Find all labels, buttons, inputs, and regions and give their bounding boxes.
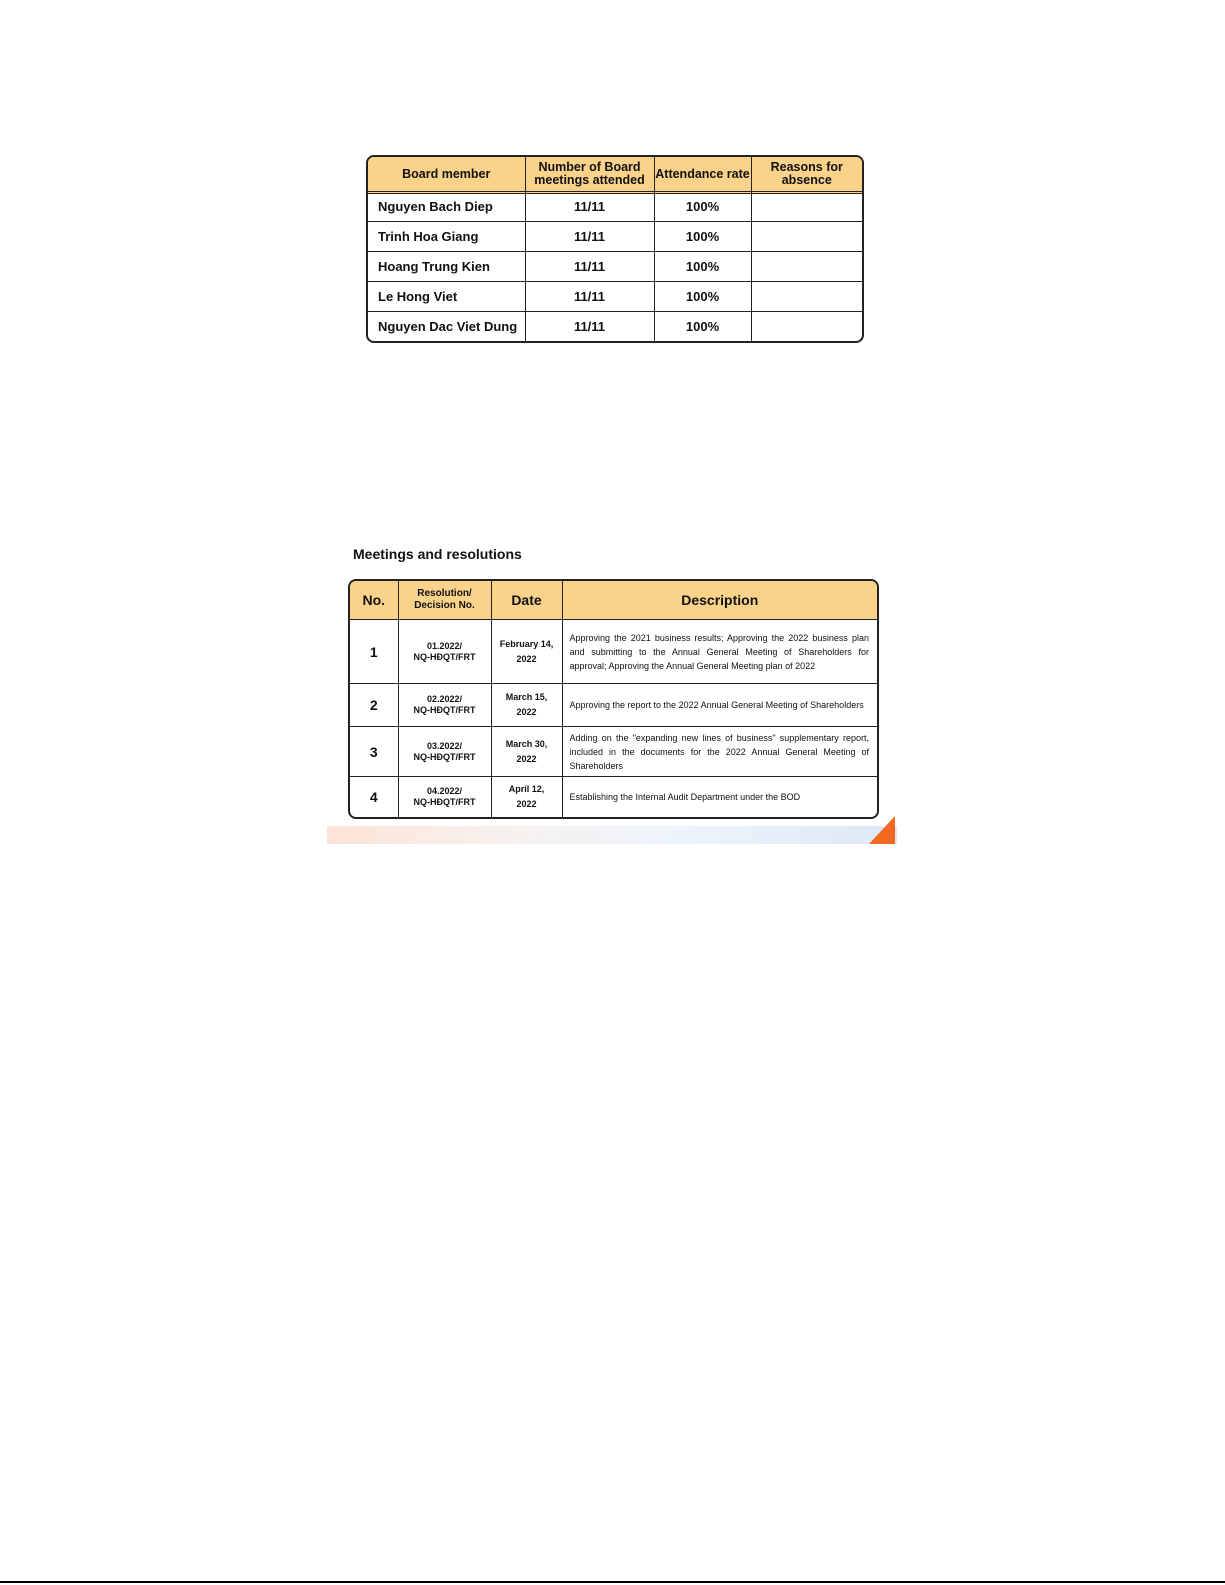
table-row xyxy=(368,312,862,341)
meetings-attended: 11/11 xyxy=(525,282,654,312)
resolution-description: Approving the 2021 business results; Approving the 2022 business plan and submitting to the Annual General Meeting of Shareholders for approval; Approving the Annual General Meeting plan of 2022 xyxy=(562,620,877,684)
attendance-rate: 100% xyxy=(654,222,751,252)
header-meetings-attended: Number of Board meetings attended xyxy=(525,157,654,192)
absence-reason xyxy=(751,222,862,252)
resolution-date: March 15, 2022 xyxy=(491,684,562,727)
meetings-attended: 11/11 xyxy=(525,312,654,341)
table-row xyxy=(350,620,877,684)
meetings-attended: 11/11 xyxy=(525,252,654,282)
resolution-description: Approving the report to the 2022 Annual General Meeting of Shareholders xyxy=(562,684,877,727)
resolution-code: 03.2022/ NQ-HĐQT/FRT xyxy=(398,727,491,777)
table-row xyxy=(368,282,862,312)
resolution-number: 2 xyxy=(350,684,398,727)
resolutions-table-frame xyxy=(348,579,879,819)
meetings-attended: 11/11 xyxy=(525,192,654,222)
resolution-code: 04.2022/ NQ-HĐQT/FRT xyxy=(398,777,491,818)
resolutions-table xyxy=(350,581,877,818)
header-attendance-rate: Attendance rate xyxy=(654,157,751,192)
header-date: Date xyxy=(491,581,562,620)
resolution-date: February 14, 2022 xyxy=(491,620,562,684)
resolutions-table-container xyxy=(348,579,879,819)
table-row xyxy=(350,777,877,818)
resolutions-header-row xyxy=(350,581,877,620)
resolution-date: April 12, 2022 xyxy=(491,777,562,818)
attendance-rate: 100% xyxy=(654,192,751,222)
decorative-footer-strip xyxy=(327,816,897,844)
board-member-name: Le Hong Viet xyxy=(368,282,525,312)
board-member-name: Nguyen Bach Diep xyxy=(368,192,525,222)
attendance-table xyxy=(368,157,862,341)
page-bottom-rule xyxy=(0,1581,1225,1583)
header-resolution: Resolution/ Decision No. xyxy=(398,581,491,620)
absence-reason xyxy=(751,192,862,222)
resolution-number: 3 xyxy=(350,727,398,777)
table-row xyxy=(368,222,862,252)
absence-reason xyxy=(751,252,862,282)
table-row xyxy=(350,684,877,727)
board-member-name: Nguyen Dac Viet Dung xyxy=(368,312,525,341)
resolution-number: 4 xyxy=(350,777,398,818)
resolution-description: Adding on the "expanding new lines of business" supplementary report, included in the documents for the 2022 Annual General Meeting of Shareholders xyxy=(562,727,877,777)
resolution-date: March 30, 2022 xyxy=(491,727,562,777)
resolution-description: Establishing the Internal Audit Department under the BOD xyxy=(562,777,877,818)
attendance-rate: 100% xyxy=(654,282,751,312)
table-row xyxy=(368,252,862,282)
attendance-table-frame xyxy=(366,155,864,343)
board-member-name: Hoang Trung Kien xyxy=(368,252,525,282)
orange-corner-accent xyxy=(869,816,895,844)
attendance-header-row xyxy=(368,157,862,192)
header-reasons-absence: Reasons for absence xyxy=(770,160,843,187)
meetings-attended: 11/11 xyxy=(525,222,654,252)
attendance-rate: 100% xyxy=(654,312,751,341)
table-row xyxy=(368,192,862,222)
resolution-number: 1 xyxy=(350,620,398,684)
attendance-rate: 100% xyxy=(654,252,751,282)
board-member-name: Trinh Hoa Giang xyxy=(368,222,525,252)
table-row xyxy=(350,727,877,777)
header-board-member: Board member xyxy=(368,157,525,192)
absence-reason xyxy=(751,282,862,312)
decorative-gradient-band xyxy=(327,826,897,844)
absence-reason xyxy=(751,312,862,341)
section-title: Meetings and resolutions xyxy=(353,546,522,562)
header-description: Description xyxy=(562,581,877,620)
attendance-table-container xyxy=(366,155,864,343)
header-no: No. xyxy=(350,581,398,620)
resolution-code: 01.2022/ NQ-HĐQT/FRT xyxy=(398,620,491,684)
resolution-code: 02.2022/ NQ-HĐQT/FRT xyxy=(398,684,491,727)
